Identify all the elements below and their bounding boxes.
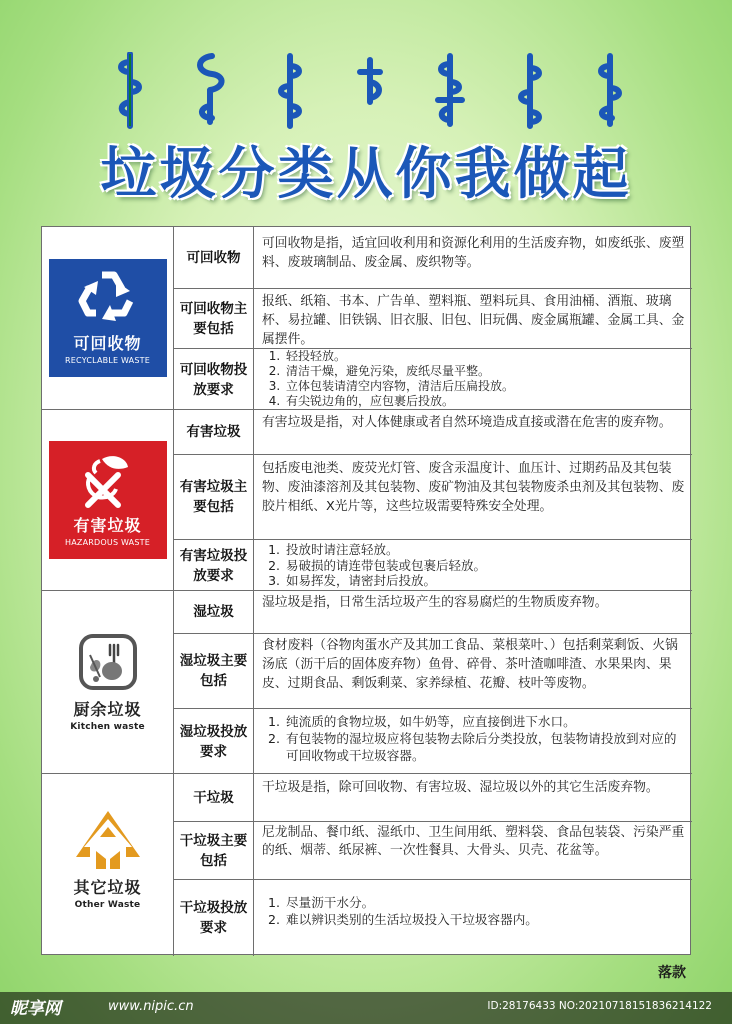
badge-en-label: Kitchen waste [70,722,145,732]
watermark-id: ID:28176433 NO:20210718151836214122 [487,1000,712,1012]
row-text: 食材废料（谷物肉蛋水产及其加工食品、菜根菜叶、）包括剩菜剩饭、火锅汤底（沥干后的固体废弃物）鱼骨、碎骨、茶叶渣咖啡渣、水果果肉、果皮、过期食品、剩饭剩菜、家养绿植、花瓣、枝叶等废物。 [262,638,678,691]
list-item: 2. 清洁干燥，避免污染，废纸尽量平整。 [284,364,686,379]
category-icon-cell [42,410,174,590]
badge-en-label: HAZARDOUS WASTE [65,538,150,547]
badge-en-label: Other Waste [74,900,141,910]
row-label: 干垃圾主要包括 [174,822,254,879]
list-item: 3. 如易挥发，请密封后投放。 [284,573,686,589]
hazardous-icon [78,449,138,511]
table-row [174,822,692,880]
row-list [254,349,692,410]
row-label: 可回收物主要包括 [174,289,254,348]
mongolian-glyph [110,52,150,130]
row-label: 可回收物 [174,227,254,288]
kitchen-badge [52,623,164,741]
category-icon-cell [42,774,174,956]
mongolian-glyph [510,52,550,130]
list-item: 3. 立体包装请清空内容物，清洁后压扁投放。 [284,379,686,394]
badge-cn-label: 可回收物 [73,334,142,353]
row-list [254,880,692,956]
table-row [174,455,692,540]
row-label: 湿垃圾主要包括 [174,634,254,708]
category-hazardous [42,410,692,591]
row-text: 干垃圾是指，除可回收物、有害垃圾、湿垃圾以外的其它生活废弃物。 [262,780,659,795]
row-text: 可回收物是指，适宜回收利用和资源化利用的生活废弃物，如废纸张、废塑料、废玻璃制品、废金属、废织物等。 [262,236,685,270]
row-text: 湿垃圾是指，日常生活垃圾产生的容易腐烂的生物质废弃物。 [262,595,608,610]
table-row [174,634,692,709]
mongolian-script-heading [110,52,630,132]
table-row [174,591,692,634]
row-text: 有害垃圾是指，对人体健康或者自然环境造成直接或潜在危害的废弃物。 [262,415,672,430]
row-label: 可回收物投放要求 [174,349,254,410]
mongolian-glyph [590,52,630,130]
list-item: 2. 难以辨识类别的生活垃圾投入干垃圾容器内。 [284,911,686,928]
badge-en-label: RECYCLABLE WASTE [65,356,150,365]
table-row [174,540,692,591]
table-row [174,709,692,774]
other-badge [50,803,166,927]
recyclable-badge [49,259,167,377]
category-icon-cell [42,227,174,409]
row-label: 湿垃圾 [174,591,254,633]
table-row [174,227,692,289]
row-list [254,540,692,591]
row-text: 包括废电池类、废荧光灯管、废含汞温度计、血压计、过期药品及其包装物、废油漆溶剂及其包装物、废矿物油及其包装物废杀虫剂及其包装物、废胶片相纸、X光片等，这些垃圾需要特殊安全处理。 [262,461,685,514]
signature-placeholder: 落款 [658,965,686,981]
row-text: 报纸、纸箱、书本、广告单、塑料瓶、塑料玩具、食用油桶、酒瓶、玻璃杯、易拉罐、旧铁锅、旧衣服、旧包、旧玩偶、废金属瓶罐、金属工具、金属摆件。 [262,294,685,347]
table-row [174,289,692,349]
recycle-icon [76,267,140,329]
row-label: 湿垃圾投放要求 [174,709,254,774]
page-title: 垃圾分类从你我做起 [100,141,632,207]
list-item: 1. 投放时请注意轻放。 [284,542,686,558]
badge-cn-label: 厨余垃圾 [73,700,142,719]
category-recyclable [42,227,692,410]
list-item: 1. 轻投轻放。 [284,349,686,364]
list-item: 2. 易破损的请连带包装或包裹后轻放。 [284,558,686,574]
category-other [42,774,692,956]
list-item: 1. 尽量沥干水分。 [284,894,686,911]
row-label: 有害垃圾主要包括 [174,455,254,539]
category-icon-cell [42,591,174,773]
badge-cn-label: 有害垃圾 [73,516,142,535]
category-kitchen [42,591,692,774]
row-label: 干垃圾投放要求 [174,880,254,956]
hazardous-badge [49,441,167,559]
mongolian-glyph [270,52,310,130]
badge-cn-label: 其它垃圾 [73,878,142,897]
table-row [174,349,692,410]
row-text: 尼龙制品、餐巾纸、湿纸巾、卫生间用纸、塑料袋、食品包装袋、污染严重的纸、烟蒂、纸尿裤、一次性餐具、大骨头、贝壳、花盆等。 [262,825,685,858]
row-list [254,709,692,774]
table-row [174,880,692,956]
list-item: 4. 有尖锐边角的，应包裹后投放。 [284,394,686,409]
watermark-logo: 昵享网 [10,999,61,1019]
waste-classification-table [41,226,691,955]
other-waste-icon [72,807,144,873]
row-label: 有害垃圾投放要求 [174,540,254,591]
watermark-url: www.nipic.cn [108,999,194,1014]
mongolian-glyph [190,52,230,130]
mongolian-glyph [350,52,390,130]
row-label: 有害垃圾 [174,410,254,454]
mongolian-glyph [430,52,470,130]
list-item: 1. 纯流质的食物垃圾，如牛奶等，应直接倒进下水口。 [284,713,686,730]
table-row [174,774,692,822]
table-row [174,410,692,455]
list-item: 2. 有包装物的湿垃圾应将包装物去除后分类投放，包装物请投放到对应的可回收物或干垃圾容器。 [284,730,686,764]
row-label: 干垃圾 [174,774,254,821]
kitchen-waste-icon [78,633,138,691]
